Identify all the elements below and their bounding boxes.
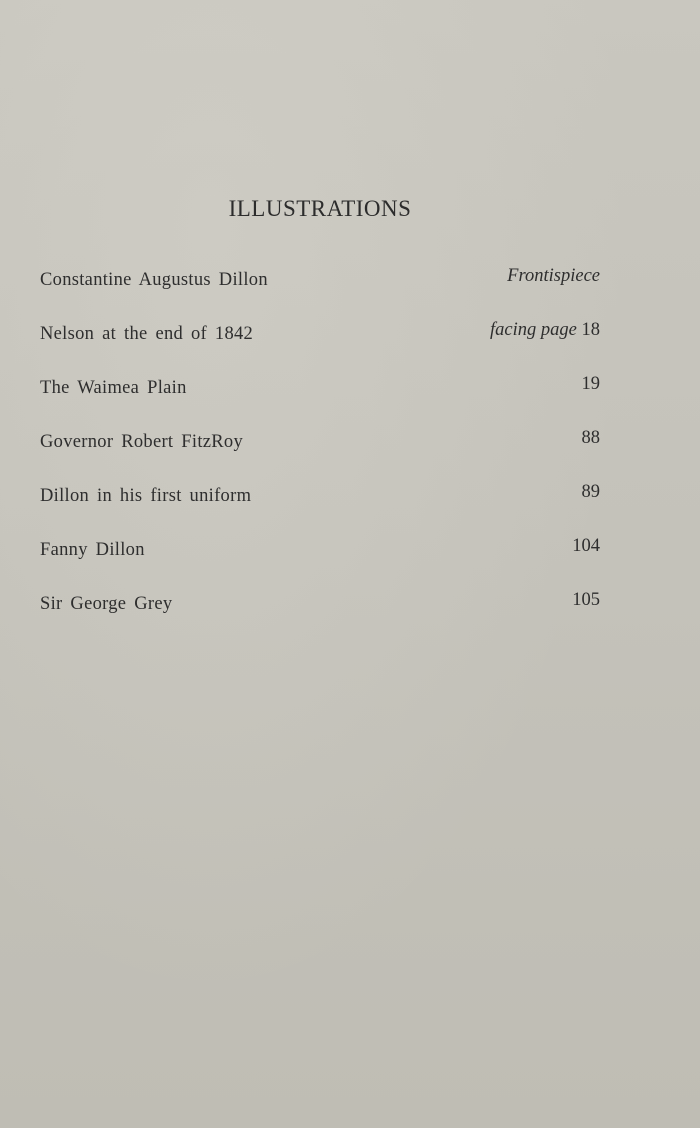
illustration-title: The Waimea Plain [40, 378, 187, 398]
illustration-title: Nelson at the end of 1842 [40, 324, 254, 344]
illustration-title: Constantine Augustus Dillon [40, 270, 268, 290]
page-number: 89 [581, 482, 600, 502]
illustration-title: Sir George Grey [40, 594, 173, 614]
list-item [40, 586, 600, 640]
illustration-title: Fanny Dillon [40, 540, 145, 560]
illustration-page-ref [507, 262, 600, 287]
illustration-page-ref [582, 370, 601, 395]
page-number: 19 [581, 374, 600, 394]
list-item [40, 262, 600, 316]
page-number: 18 [581, 320, 600, 340]
list-item [40, 424, 600, 478]
list-item [40, 478, 600, 532]
illustration-page-ref [490, 316, 600, 341]
page-title: ILLUSTRATIONS [228, 196, 412, 221]
illustrations-list [40, 262, 600, 640]
illustration-page-ref [572, 532, 600, 557]
page-ref-prefix: facing page [490, 320, 582, 340]
illustration-page-ref [582, 424, 601, 449]
illustration-page-ref [572, 586, 600, 611]
illustration-page-ref [582, 478, 601, 503]
list-item [40, 532, 600, 586]
list-item [40, 370, 600, 424]
illustration-title: Governor Robert FitzRoy [40, 432, 244, 452]
page-ref-prefix: Frontispiece [507, 266, 600, 286]
list-item [40, 316, 600, 370]
page-number: 105 [572, 590, 600, 610]
illustration-title: Dillon in his first uniform [40, 486, 252, 506]
page-number: 88 [581, 428, 600, 448]
page-number: 104 [572, 536, 600, 556]
